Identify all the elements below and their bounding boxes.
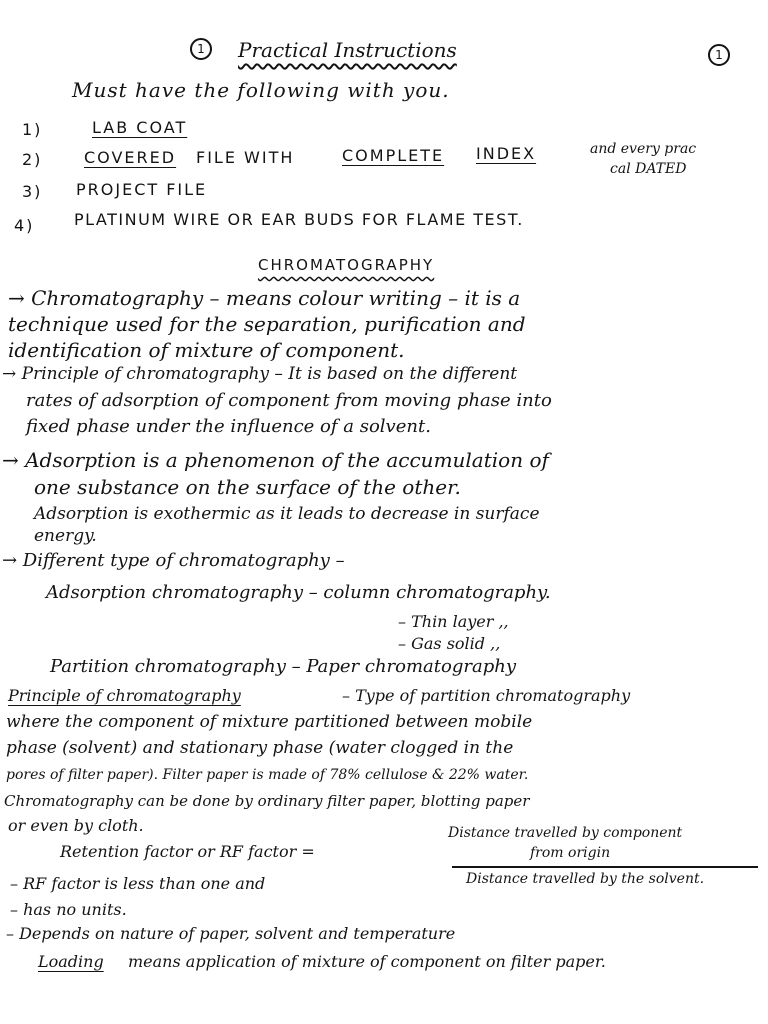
partition-line: Chromatography can be done by ordinary filter paper, blotting paper xyxy=(4,792,530,810)
note-line: Adsorption is exothermic as it leads to decrease in surface xyxy=(34,504,540,524)
rf-label: Retention factor or RF factor = xyxy=(60,842,315,861)
requirement-project-file: PROJECT FILE xyxy=(76,180,208,199)
note-line: → Different type of chromatography – xyxy=(2,550,345,571)
requirement-number: 1) xyxy=(22,120,43,139)
rf-denominator: Distance travelled by the solvent. xyxy=(466,871,705,887)
requirement-lab-coat: LAB COAT xyxy=(92,118,188,137)
requirement-flame-test: PLATINUM WIRE OR EAR BUDS FOR FLAME TEST. xyxy=(74,210,524,229)
requirement-covered: COVERED xyxy=(84,148,177,167)
note-line: fixed phase under the influence of a solvent. xyxy=(26,416,431,437)
requirement-file-with: FILE WITH xyxy=(196,148,295,167)
rf-fraction-bar xyxy=(452,866,758,868)
partition-line: pores of filter paper). Filter paper is made of 78% cellulose & 22% water. xyxy=(6,767,529,783)
note-line: one substance on the surface of the other. xyxy=(34,475,461,499)
requirement-number: 3) xyxy=(22,182,43,201)
requirement-note-line1: and every prac xyxy=(590,141,697,157)
partition-line: phase (solvent) and stationary phase (water clogged in the xyxy=(6,738,514,758)
requirement-number: 4) xyxy=(14,216,35,235)
note-line: energy. xyxy=(34,526,97,546)
rf-point: – has no units. xyxy=(10,900,127,919)
requirement-note-line2: cal DATED xyxy=(610,161,687,177)
note-line: identification of mixture of component. xyxy=(8,338,405,362)
loading-definition: means application of mixture of component on filter paper. xyxy=(128,952,606,971)
requirement-complete: COMPLETE xyxy=(342,146,445,165)
rf-point: – RF factor is less than one and xyxy=(10,874,266,893)
note-line: → Adsorption is a phenomenon of the accumulation of xyxy=(2,448,549,472)
note-line: Adsorption chromatography – column chromatography. xyxy=(46,582,551,603)
rf-point: – Depends on nature of paper, solvent and temperature xyxy=(6,924,456,943)
note-line: Partition chromatography – Paper chromatography xyxy=(50,656,517,677)
page-title: Practical Instructions xyxy=(238,38,457,62)
partition-line: where the component of mixture partitioned between mobile xyxy=(6,712,533,732)
note-line: rates of adsorption of component from moving phase into xyxy=(26,390,552,411)
note-line: → Chromatography – means colour writing – it is a xyxy=(8,286,521,310)
page-number-left: 1 xyxy=(190,38,212,60)
partition-line: or even by cloth. xyxy=(8,816,144,835)
note-line: technique used for the separation, purification and xyxy=(8,312,526,336)
intro-line: Must have the following with you. xyxy=(72,78,450,102)
section-title-chromatography: CHROMATOGRAPHY xyxy=(258,256,435,274)
page-number-right: 1 xyxy=(708,44,730,66)
note-line: – Gas solid ,, xyxy=(398,634,501,653)
partition-line: – Type of partition chromatography xyxy=(342,686,631,705)
note-line: → Principle of chromatography – It is based on the different xyxy=(2,364,518,384)
note-line: – Thin layer ,, xyxy=(398,612,509,631)
requirement-number: 2) xyxy=(22,150,43,169)
loading-word: Loading xyxy=(38,952,104,971)
requirement-index: INDEX xyxy=(476,144,537,163)
rf-numerator-line1: Distance travelled by component xyxy=(448,825,683,841)
partition-heading: Principle of chromatography xyxy=(8,686,241,705)
rf-numerator-line2: from origin xyxy=(530,845,611,861)
